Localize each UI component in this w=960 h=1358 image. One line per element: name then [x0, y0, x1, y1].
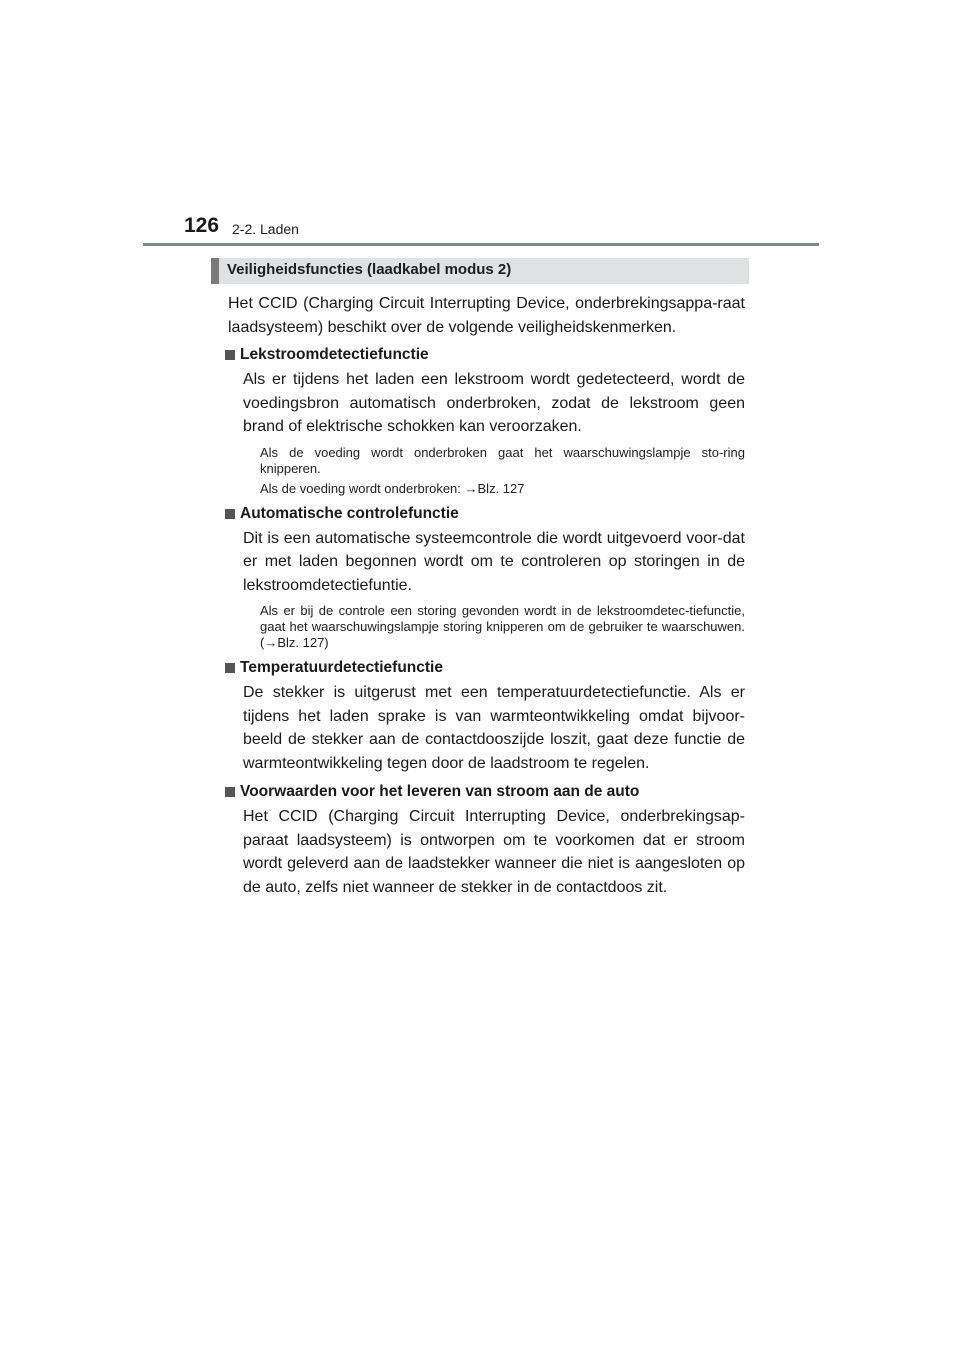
feature-item [228, 344, 745, 497]
page-number: 126 [184, 214, 220, 237]
square-bullet-icon [225, 663, 235, 673]
feature-title [228, 781, 745, 803]
feature-title [228, 503, 745, 525]
square-bullet-icon [225, 787, 235, 797]
feature-title [228, 344, 745, 366]
content [228, 292, 745, 905]
feature-item [228, 503, 745, 652]
feature-title-text: Lekstroomdetectiefunctie [240, 346, 429, 363]
feature-body: Dit is een automatische systeemcontrole die wordt uitgevoerd voor-dat er met laden begonnen wordt om te controleren op storingen in de lekstroomdetectiefuntie. [243, 529, 745, 594]
intro-paragraph: Het CCID (Charging Circuit Interrupting Device, onderbrekingsappa-raat laadsysteem) beschikt over de volgende veiligheidskenmerken. [228, 295, 745, 336]
feature-body: Als er tijdens het laden een lekstroom wordt gedetecteerd, wordt de voedingsbron automatisch onderbroken, zodat de lekstroom geen brand of elektrische schokken kan veroorzaken. [243, 371, 745, 435]
feature-note: Als de voeding wordt onderbroken: →Blz. 127 [260, 480, 525, 496]
feature-body: De stekker is uitgerust met een temperatuurdetectiefunctie. Als er tijdens het laden sprake is van warmteontwikkeling omdat bijvoor-beeld de stekker aan de contactdooszijde loszit, gaat deze functie de warmteontwikkeling tegen door de laadstroom te regelen. [243, 684, 745, 772]
section-heading-text: Veiligheidsfuncties (laadkabel modus 2) [227, 261, 512, 278]
feature-title-text: Temperatuurdetectiefunctie [240, 659, 443, 676]
section-heading [211, 258, 749, 284]
feature-note: Als er bij de controle een storing gevonden wordt in de lekstroomdetec-tiefunctie, gaat het waarschuwingslampje storing knipperen om de gebruiker te waarschuwen. (→Blz. 127) [260, 603, 745, 650]
feature-note: Als de voeding wordt onderbroken gaat het waarschuwingslampje sto-ring knipperen. [260, 444, 745, 476]
feature-title-text: Automatische controlefunctie [240, 504, 459, 522]
feature-body: Het CCID (Charging Circuit Interrupting Device, onderbrekingsap-paraat laadsysteem) is ontworpen om te voorkomen dat er stroom wordt geleverd aan de laadstekker wanneer die niet is aangesloten op de auto, zelfs niet wanneer de stekker in de contactdoos zit. [243, 808, 745, 896]
section-label: 2-2. Laden [232, 221, 299, 237]
square-bullet-icon [225, 350, 235, 360]
feature-title [228, 657, 745, 679]
square-bullet-icon [225, 509, 235, 519]
feature-item [228, 657, 745, 775]
header-rule [143, 243, 819, 246]
feature-title-text: Voorwaarden voor het leveren van stroom aan de auto [240, 783, 640, 800]
feature-item [228, 781, 745, 899]
